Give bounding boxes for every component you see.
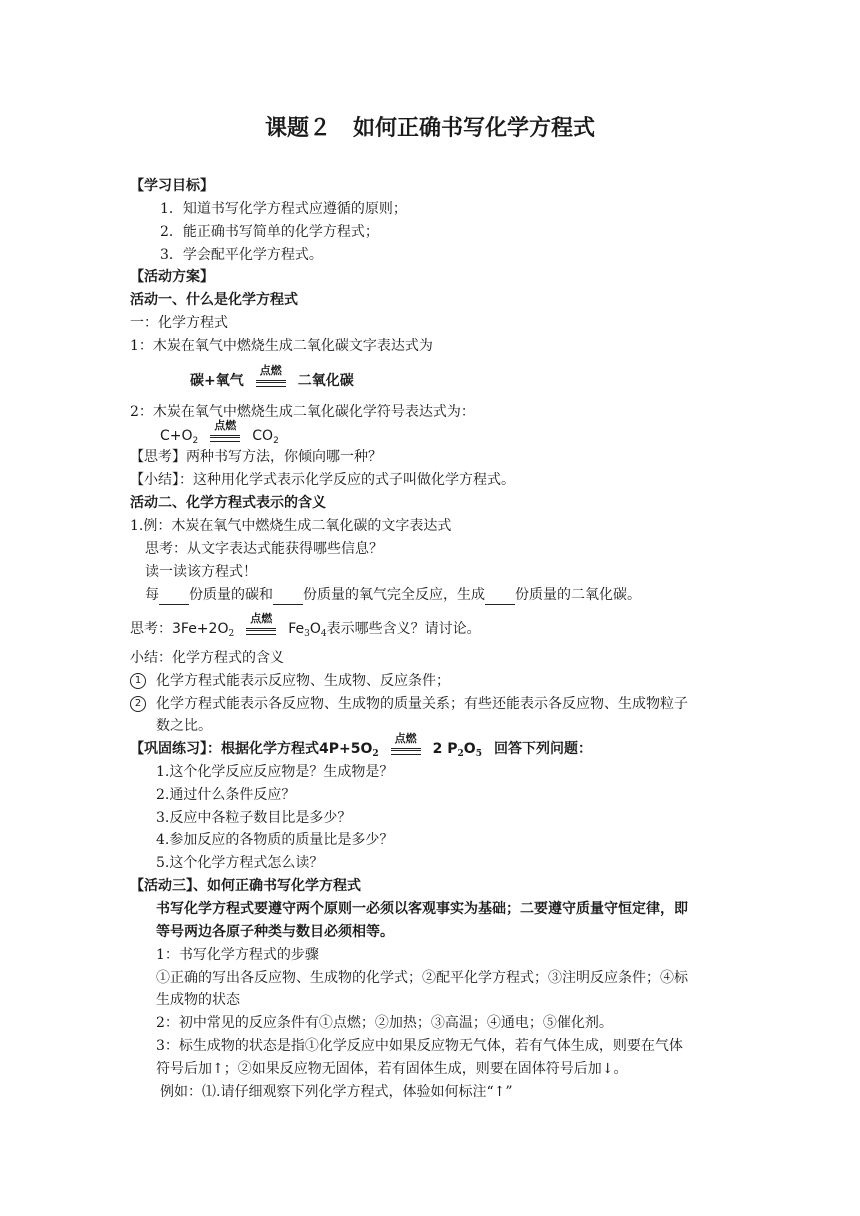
activity3-conditions: 2：初中常见的反应条件有①点燃；②加热；③高温；④通电；⑤催化剂。	[156, 1015, 613, 1031]
page-title: 课题２ 如何正确书写化学方程式	[264, 116, 595, 141]
activity1-think: 【思考】两种书写方法，你倾向哪一种？	[130, 449, 382, 465]
activity2-title: 活动二、化学方程式表示的含义	[130, 495, 326, 511]
activity3-principle-cont: 等号两边各原子种类与数目必须相等。	[156, 924, 394, 940]
symbol-equation: $C+O_2$ 点燃 $CO_2$	[160, 419, 279, 446]
goal-item: 1．知道书写化学方程式应遵循的原则；	[160, 201, 407, 217]
fill-in-sentence: 每 份质量的碳和 份质量的氧气完全反应，生成 份质量的二氧化碳。	[145, 587, 641, 603]
activity1-item2: 2：木炭在氧气中燃烧生成二氧化碳化学符号表达式为：	[130, 404, 475, 420]
blank[interactable]	[159, 590, 189, 605]
goals-header: 【学习目标】	[130, 178, 214, 194]
word-equation	[190, 364, 354, 391]
practice-question: 1.这个化学反应反应物是？生成物是？	[156, 764, 394, 780]
activity3-example: 例如：⑴.请仔细观察下列化学方程式，体验如何标注“↑”	[160, 1084, 513, 1100]
goal-item: 2．能正确书写简单的化学方程式；	[160, 224, 379, 240]
activity3-principle: 书写化学方程式要遵守两个原则一必须以客观事实为基础；二要遵守质量守恒定律，即	[156, 901, 688, 917]
goal-item: 3．学会配平化学方程式。	[160, 247, 323, 263]
condition-mark: 点燃	[254, 371, 288, 391]
word-equation-right: 二氧化碳	[297, 373, 354, 389]
meaning-point-2-cont: 数之比。	[156, 718, 212, 734]
activity3-steps: ①正确的写出各反应物、生成物的化学式；②配平化学方程式；③注明反应条件；④标	[156, 970, 688, 986]
activity2-summary-title: 小结：化学方程式的含义	[130, 650, 284, 666]
meaning-point-2: 2 化学方程式能表示各反应物、生成物的质量关系；有些还能表示各反应物、生成物粒子	[130, 694, 688, 714]
practice-question: 3.反应中各粒子数目比是多少？	[156, 810, 352, 826]
activity1-item1: 1：木炭在氧气中燃烧生成二氧化碳文字表达式为	[130, 338, 433, 354]
activity2-think1: 思考：从文字表达式能获得哪些信息？	[145, 541, 383, 557]
activity2-example: 1.例：木炭在氧气中燃烧生成二氧化碳的文字表达式	[130, 518, 452, 534]
activity2-read: 读一读该方程式！	[145, 564, 257, 580]
condition-mark: 点燃	[208, 426, 242, 446]
activity-plan-header: 【活动方案】	[130, 269, 214, 285]
activity3-state: 3：标生成物的状态是指①化学反应中如果反应物无气体，若有气体生成，则要在气体	[156, 1038, 683, 1054]
activity3-state-cont: 符号后加↑；②如果反应物无固体，若有固体生成，则要在固体符号后加↓。	[156, 1061, 628, 1077]
meaning-point-1: 1 化学方程式能表示反应物、生成物、反应条件；	[130, 671, 450, 691]
blank[interactable]	[485, 590, 515, 605]
activity1-sub1: 一：化学方程式	[130, 315, 228, 331]
activity1-title: 活动一、什么是化学方程式	[130, 292, 298, 308]
activity2-think2: 思考：$3Fe+2O_2$ 点燃 $Fe_3O_4$表示哪些含义？请讨论。	[130, 612, 481, 639]
activity3-steps-cont: 生成物的状态	[156, 992, 240, 1008]
condition-mark: 点燃	[389, 739, 423, 759]
activity1-summary: 【小结】：这种用化学式表示化学反应的式子叫做化学方程式。	[130, 472, 515, 488]
blank[interactable]	[273, 590, 303, 605]
practice-question: 2.通过什么条件反应？	[156, 787, 296, 803]
practice-header: 【巩固练习】：根据化学方程式$4P+5O_2$ 点燃 2 $P_2O_5$ 回答下列问题：	[130, 732, 592, 759]
condition-mark: 点燃	[244, 619, 278, 639]
activity3-title: 【活动三】、如何正确书写化学方程式	[130, 878, 361, 894]
activity3-steps-title: 1：书写化学方程式的步骤	[156, 947, 319, 963]
practice-question: 4.参加反应的各物质的质量比是多少？	[156, 832, 394, 848]
practice-question: 5.这个化学方程式怎么读？	[156, 855, 324, 871]
word-equation-left: 碳+氧气	[190, 373, 244, 389]
